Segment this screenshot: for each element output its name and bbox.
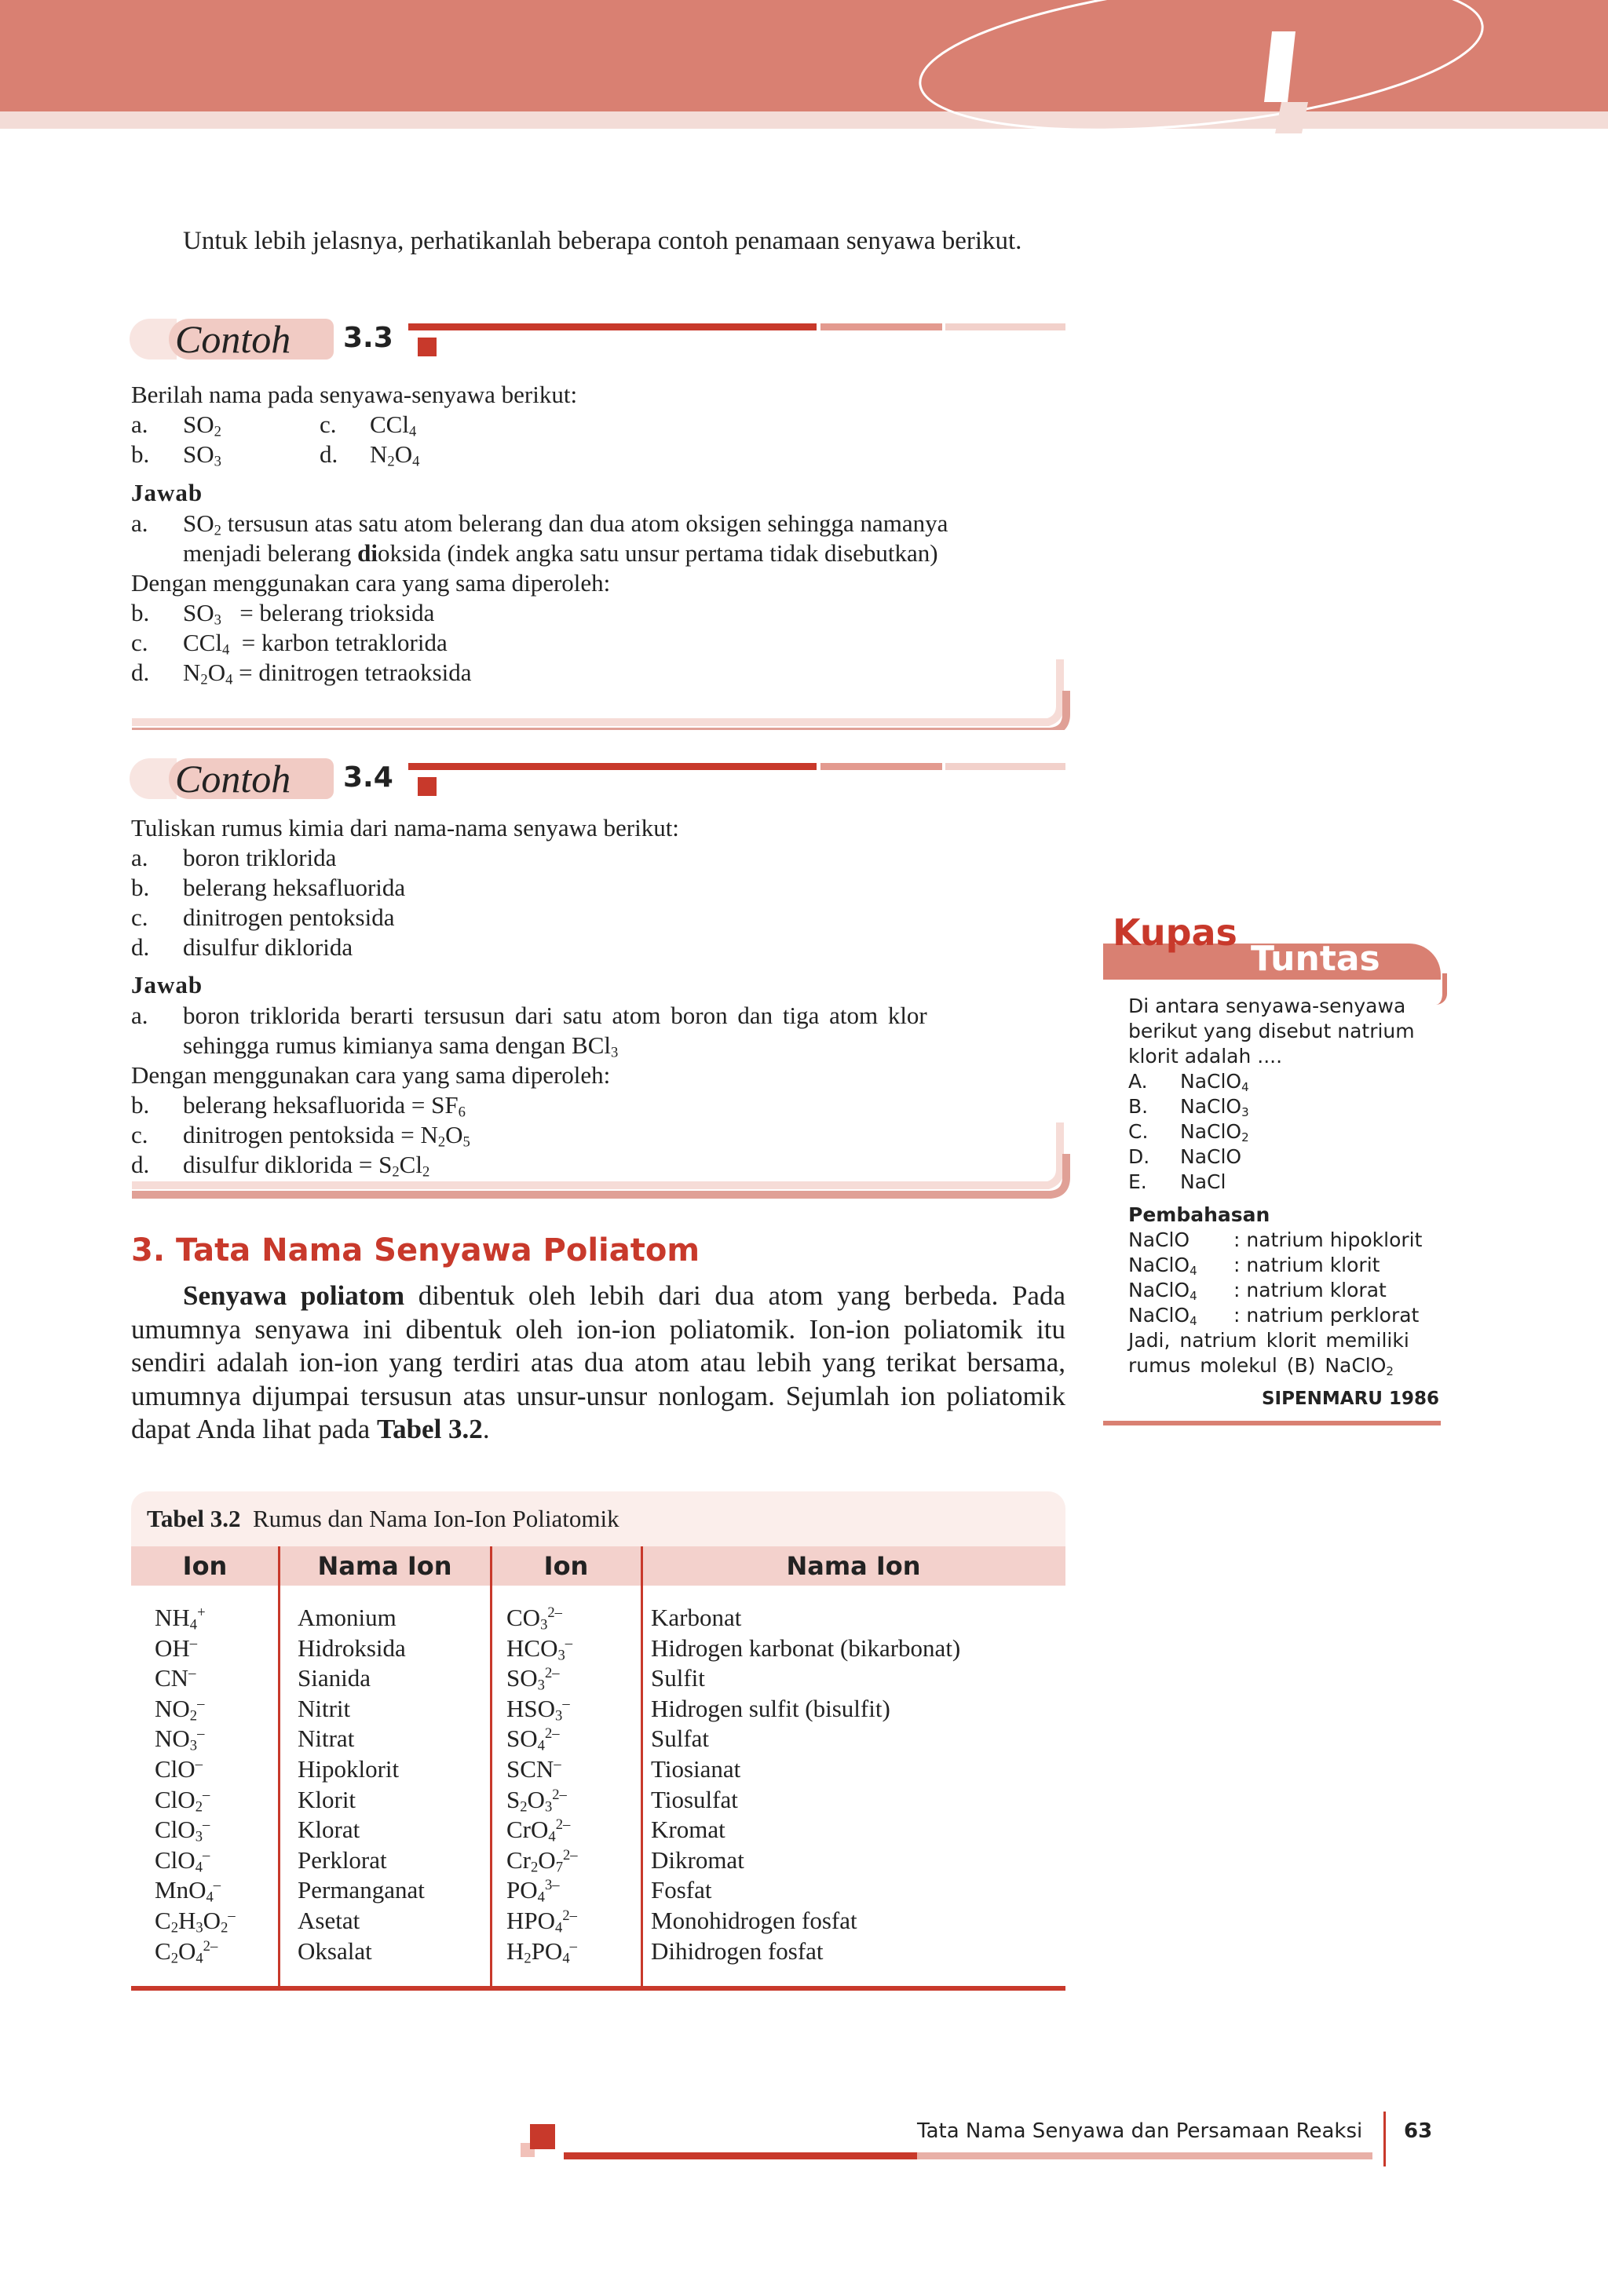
- kupas-option-c: C. NaClO$_2$: [1128, 1120, 1249, 1144]
- table-cell-nama-ion: Sianida: [298, 1664, 371, 1692]
- contoh2-method: Dengan menggunakan cara yang sama diperoleh:: [131, 1061, 611, 1089]
- contoh-word: Contoh: [175, 317, 291, 361]
- table-cell-ion: $C_2H_3O_2^-$: [155, 1907, 236, 1936]
- table-header-nama-ion: Nama Ion: [317, 1551, 452, 1581]
- table-cell-nama-ion: Hipoklorit: [298, 1755, 400, 1783]
- table-cell-ion: $SO_4^{2-}$: [506, 1725, 560, 1755]
- table-cell-nama-ion: Monohidrogen fosfat: [651, 1907, 857, 1934]
- kupas-question-line: klorit adalah ....: [1128, 1045, 1283, 1068]
- table-cell-ion: $CO_3^{2-}$: [506, 1604, 562, 1633]
- table-cell-ion: $HCO_3^-$: [506, 1633, 573, 1664]
- table-cell-nama-ion: Sulfit: [651, 1664, 705, 1692]
- table-cell-ion: OH–: [155, 1633, 198, 1662]
- kupas-conclusion: rumus molekul (B) NaClO$_2$: [1128, 1354, 1394, 1378]
- table-cell-ion: $HPO_4^{2-}$: [506, 1907, 577, 1936]
- table-header-ion: Ion: [182, 1551, 228, 1581]
- table-cell-nama-ion: Nitrit: [298, 1694, 351, 1722]
- kupas-line: NaClO$_4$ : natrium klorat: [1128, 1279, 1387, 1303]
- table-cell-ion: $S_2O_3^{2-}$: [506, 1785, 567, 1816]
- table-cell-nama-ion: Hidrogen sulfit (bisulfit): [651, 1694, 890, 1722]
- contoh-rule: [408, 323, 817, 330]
- table-cell-nama-ion: Dihidrogen fosfat: [651, 1936, 824, 1965]
- kupas-question-line: berikut yang disebut natrium: [1128, 1020, 1415, 1042]
- table-cell-nama-ion: Tiosulfat: [651, 1785, 738, 1813]
- section-title: 3. Tata Nama Senyawa Poliatom: [131, 1232, 700, 1268]
- contoh2-question: Tuliskan rumus kimia dari nama-nama senyawa berikut:: [131, 814, 679, 841]
- table-cell-nama-ion: Fosfat: [651, 1876, 712, 1904]
- table-cell-ion: $NO_2^-$: [155, 1694, 205, 1725]
- page-number: 63: [1404, 2119, 1433, 2143]
- table-cell-nama-ion: Nitrat: [298, 1725, 355, 1753]
- contoh-3-4-heading: [137, 757, 393, 801]
- contoh-rule: [408, 763, 817, 770]
- header-swoosh-icon: [848, 0, 1608, 133]
- table-cell-nama-ion: Karbonat: [651, 1604, 742, 1631]
- table-cell-nama-ion: Hidrogen karbonat (bikarbonat): [651, 1633, 961, 1662]
- square-icon: [418, 338, 437, 356]
- footer-title: Tata Nama Senyawa dan Persamaan Reaksi: [917, 2119, 1363, 2143]
- contoh1-answer-a-cont: menjadi belerang dioksida (indek angka satu unsur pertama tidak disebutkan): [183, 539, 938, 567]
- kupas-option-b: B. NaClO$_3$: [1128, 1095, 1249, 1119]
- kupas-conclusion: Jadi, natrium klorit memiliki: [1128, 1329, 1409, 1352]
- kupas-question-line: Di antara senyawa-senyawa: [1128, 995, 1406, 1017]
- table-cell-nama-ion: Asetat: [298, 1907, 360, 1934]
- kupas-line: NaClO$_4$ : natrium klorit: [1128, 1254, 1380, 1278]
- contoh1-method: Dengan menggunakan cara yang sama diperoleh:: [131, 569, 611, 597]
- table-cell-ion: $C_2O_4^{2-}$: [155, 1936, 218, 1967]
- table-cell-ion: ClO$_3$–: [155, 1816, 210, 1845]
- table-cell-nama-ion: Dikromat: [651, 1845, 744, 1874]
- table-cell-nama-ion: Permanganat: [298, 1876, 425, 1904]
- kupas-title: Kupas: [1113, 911, 1237, 954]
- tuntas-title: Tuntas: [1251, 939, 1380, 979]
- table-cell-ion: $NO_3^-$: [155, 1725, 205, 1755]
- table-cell-ion: ClO–: [155, 1755, 203, 1783]
- kupas-option-e: E. NaCl: [1128, 1170, 1226, 1193]
- intro-paragraph: Untuk lebih jelasnya, perhatikanlah beberapa contoh penamaan senyawa berikut.: [183, 227, 1022, 255]
- table-header-nama-ion: Nama Ion: [786, 1551, 921, 1581]
- table-cell-ion: $HSO_3^-$: [506, 1694, 570, 1725]
- section-paragraph: Senyawa poliatom dibentuk oleh lebih dari dua atom yang berbeda. Pada umumnya senyawa ini dibentuk oleh ion-ion poliatomik. Ion-ion poliatomik itu sendiri adalah ion-ion yang terdiri atas dua atom atau lebih yang terikat bersama, umumnya dijumpai tersusun atas unsur-unsur nonlogam. Sejumlah ion poliatomik dapat Anda lihat pada Tabel 3.2.: [131, 1280, 1065, 1444]
- table-cell-nama-ion: Hidroksida: [298, 1633, 406, 1662]
- contoh2-end-bar: [126, 1122, 1072, 1201]
- table-cell-ion: $PO_4^{3-}$: [506, 1876, 560, 1907]
- contoh2-jawab: Jawab: [131, 971, 203, 998]
- table-caption: Tabel 3.2 Rumus dan Nama Ion-Ion Poliatomik: [147, 1505, 619, 1532]
- table-cell-ion: ClO$_2$–: [155, 1785, 210, 1816]
- table-cell-ion: ClO$_4$–: [155, 1845, 210, 1876]
- contoh-number: 3.3: [343, 322, 393, 354]
- kupas-source: SIPENMARU 1986: [1261, 1389, 1439, 1409]
- kupas-option-d: D. NaClO: [1128, 1145, 1242, 1168]
- contoh1-jawab: Jawab: [131, 479, 203, 506]
- table-cell-nama-ion: Klorit: [298, 1785, 356, 1813]
- table-cell-nama-ion: Tiosianat: [651, 1755, 741, 1783]
- table-cell-ion: $H_2PO_4^-$: [506, 1936, 577, 1967]
- contoh1-end-bar: [126, 659, 1072, 730]
- table-cell-nama-ion: Amonium: [298, 1604, 397, 1631]
- table-cell-ion: $SO_3^{2-}$: [506, 1664, 560, 1694]
- contoh2-answer-a-cont: sehingga rumus kimianya sama dengan BCl$_3$: [183, 1031, 619, 1061]
- table-cell-nama-ion: Klorat: [298, 1816, 360, 1844]
- table-cell-nama-ion: Perklorat: [298, 1845, 387, 1874]
- table-cell-ion: MnO$_4$–: [155, 1876, 221, 1907]
- table-cell-ion: SCN–: [506, 1755, 561, 1783]
- contoh-word: Contoh: [175, 757, 291, 801]
- table-cell-ion: CrO$_4^{2-}$: [506, 1816, 571, 1845]
- contoh1-question: Berilah nama pada senyawa-senyawa berikut:: [131, 381, 578, 408]
- contoh-number: 3.4: [343, 761, 393, 794]
- table-cell-ion: $Cr_2O_7^{2-}$: [506, 1845, 578, 1876]
- table-cell-nama-ion: Sulfat: [651, 1725, 710, 1753]
- table-cell-ion: $NH_4^+$: [155, 1604, 206, 1633]
- kupas-line: NaClO$_4$ : natrium perklorat: [1128, 1304, 1420, 1328]
- square-icon: [418, 777, 437, 796]
- kupas-pembahasan: Pembahasan: [1128, 1203, 1270, 1226]
- table-cell-nama-ion: Kromat: [651, 1816, 725, 1844]
- contoh-3-3-heading: [137, 317, 393, 361]
- footer-square-icon: [530, 2124, 555, 2149]
- kupas-option-a: A. NaClO$_4$: [1128, 1070, 1249, 1094]
- table-cell-nama-ion: Oksalat: [298, 1936, 372, 1965]
- table-header-ion: Ion: [543, 1551, 589, 1581]
- table-cell-ion: CN–: [155, 1664, 196, 1692]
- kupas-line: NaClO : natrium hipoklorit: [1128, 1228, 1423, 1251]
